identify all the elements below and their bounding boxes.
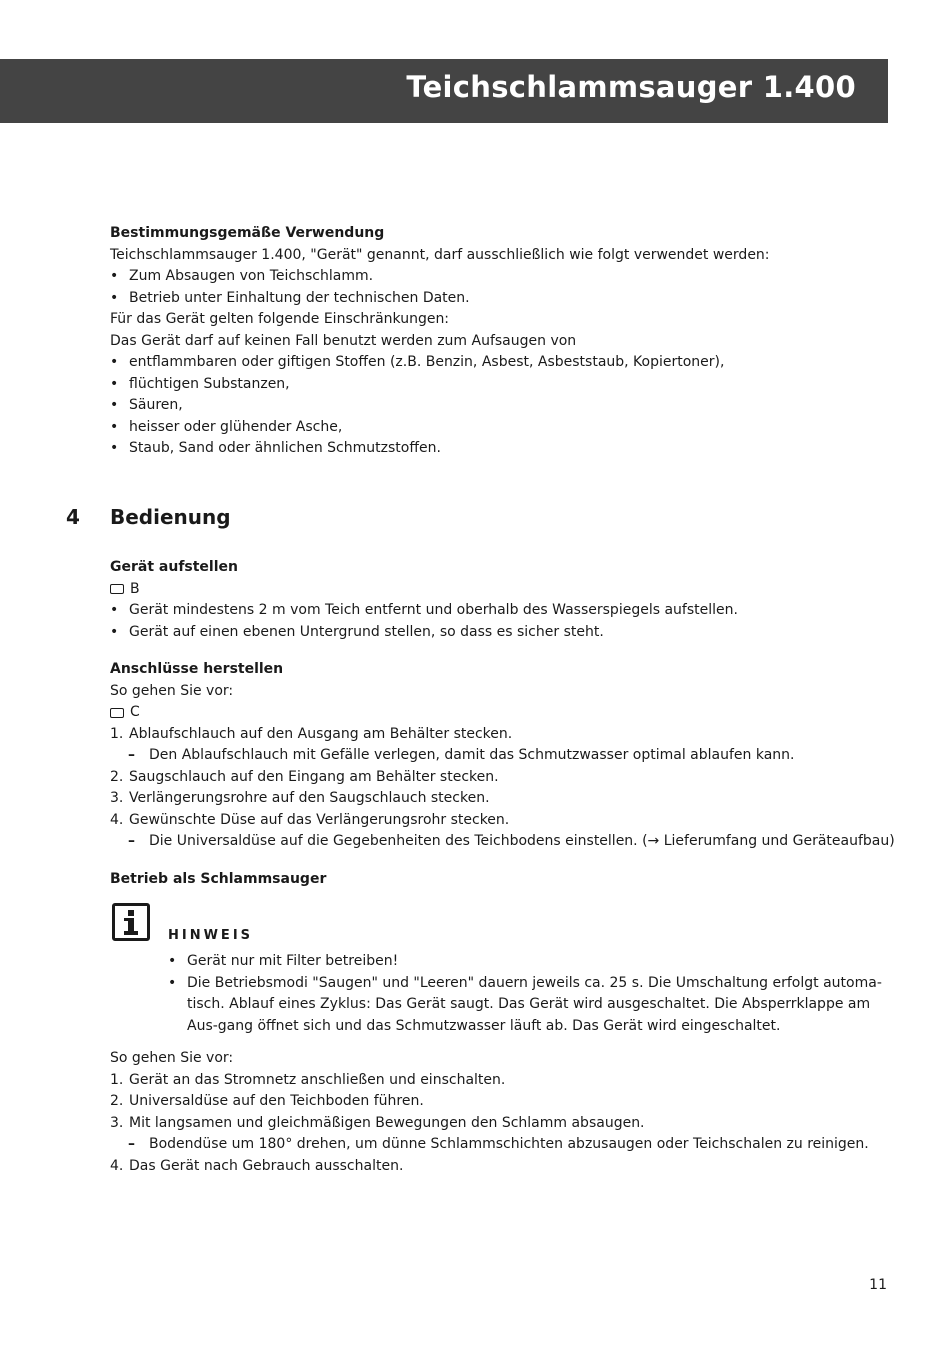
list-item: • flüchtigen Substanzen, <box>110 375 290 392</box>
note-body <box>168 951 888 1037</box>
usage-heading: Bestimmungsgemäße Verwendung <box>110 225 385 241</box>
step-item: 4. Gewünschte Düse auf das Verlängerungsrohr stecken. <box>110 811 510 828</box>
list-item: • Zum Absaugen von Teichschlamm. <box>110 268 374 284</box>
list-item: • Staub, Sand oder ähnlichen Schmutzstoffen. <box>110 440 441 456</box>
setup-section <box>110 557 900 643</box>
list-item: • entflammbaren oder giftigen Stoffen (z.B. Benzin, Asbest, Asbeststaub, Kopiertoner), <box>110 354 725 370</box>
book-icon <box>110 584 124 594</box>
info-icon <box>112 903 150 941</box>
section-number: 4 <box>66 505 80 529</box>
operation-heading: Betrieb als Schlammsauger <box>110 871 327 887</box>
step-item: 3. Mit langsamen und gleichmäßigen Bewegungen den Schlamm absaugen. <box>110 1114 645 1131</box>
figure-reference: B <box>110 579 900 601</box>
figure-reference: C <box>110 702 900 724</box>
page-number: 11 <box>869 1277 887 1293</box>
header-bar <box>0 59 888 123</box>
setup-heading: Gerät aufstellen <box>110 559 238 575</box>
book-icon <box>110 708 124 718</box>
step-item: 2. Universaldüse auf den Teichboden führen. <box>110 1093 424 1109</box>
usage-intro: Teichschlammsauger 1.400, "Gerät" genannt, darf ausschließlich wie folgt verwendet werden: <box>110 246 770 263</box>
list-item: • Gerät auf einen ebenen Untergrund stellen, so dass es sicher steht. <box>110 623 604 640</box>
step-sub-item: – Bodendüse um 180° drehen, um dünne Schlammschichten abzusaugen oder Teichschalen zu reinigen. <box>128 1136 869 1152</box>
list-item: • heisser oder glühender Asche, <box>110 418 343 435</box>
list-item: • Gerät nur mit Filter betreiben! <box>168 953 399 969</box>
operation-lead: So gehen Sie vor: <box>110 1050 234 1066</box>
step-item: 4. Das Gerät nach Gebrauch ausschalten. <box>110 1157 404 1174</box>
document-title: Teichschlammsauger 1.400 <box>406 70 856 104</box>
restrictions-lead: Das Gerät darf auf keinen Fall benutzt werden zum Aufsaugen von <box>110 332 577 349</box>
connections-lead: So gehen Sie vor: <box>110 682 234 699</box>
step-item: 2. Saugschlauch auf den Eingang am Behälter stecken. <box>110 768 499 785</box>
connections-heading: Anschlüsse herstellen <box>110 661 284 677</box>
connections-section <box>110 659 900 853</box>
section-title: Bedienung <box>110 505 231 529</box>
usage-section <box>110 223 900 460</box>
note-title: HINWEIS <box>168 928 254 943</box>
step-sub-item: – Den Ablaufschlauch mit Gefälle verlegen, damit das Schmutzwasser optimal ablaufen kann. <box>128 747 795 763</box>
operation-steps <box>110 1048 900 1177</box>
step-item: 1. Gerät an das Stromnetz anschließen und einschalten. <box>110 1071 506 1088</box>
list-item: • Betrieb unter Einhaltung der technischen Daten. <box>110 289 470 306</box>
restrictions-intro: Für das Gerät gelten folgende Einschränkungen: <box>110 311 450 327</box>
list-item: • Gerät mindestens 2 m vom Teich entfernt und oberhalb des Wasserspiegels aufstellen. <box>110 602 738 618</box>
step-sub-item: – Die Universaldüse auf die Gegebenheiten des Teichbodens einstellen. (→ Lieferumfang und Geräteaufbau) <box>128 833 895 849</box>
list-item: • Säuren, <box>110 397 183 413</box>
list-item: • Die Betriebsmodi "Saugen" und "Leeren" dauern jeweils ca. 25 s. Die Umschaltung erfolgt automa-tisch. Ablauf eines Zyklus: Das Gerät saugt. Das Gerät wird ausgeschaltet. Die Absperrklappe am Aus-gang öffnet sich und das Schmutzwasser läuft ab. Das Gerät wird eingeschaltet. <box>168 974 882 1034</box>
operation-heading-wrap <box>110 869 900 891</box>
step-item: 1. Ablaufschlauch auf den Ausgang am Behälter stecken. <box>110 725 513 742</box>
step-item: 3. Verlängerungsrohre auf den Saugschlauch stecken. <box>110 790 490 806</box>
